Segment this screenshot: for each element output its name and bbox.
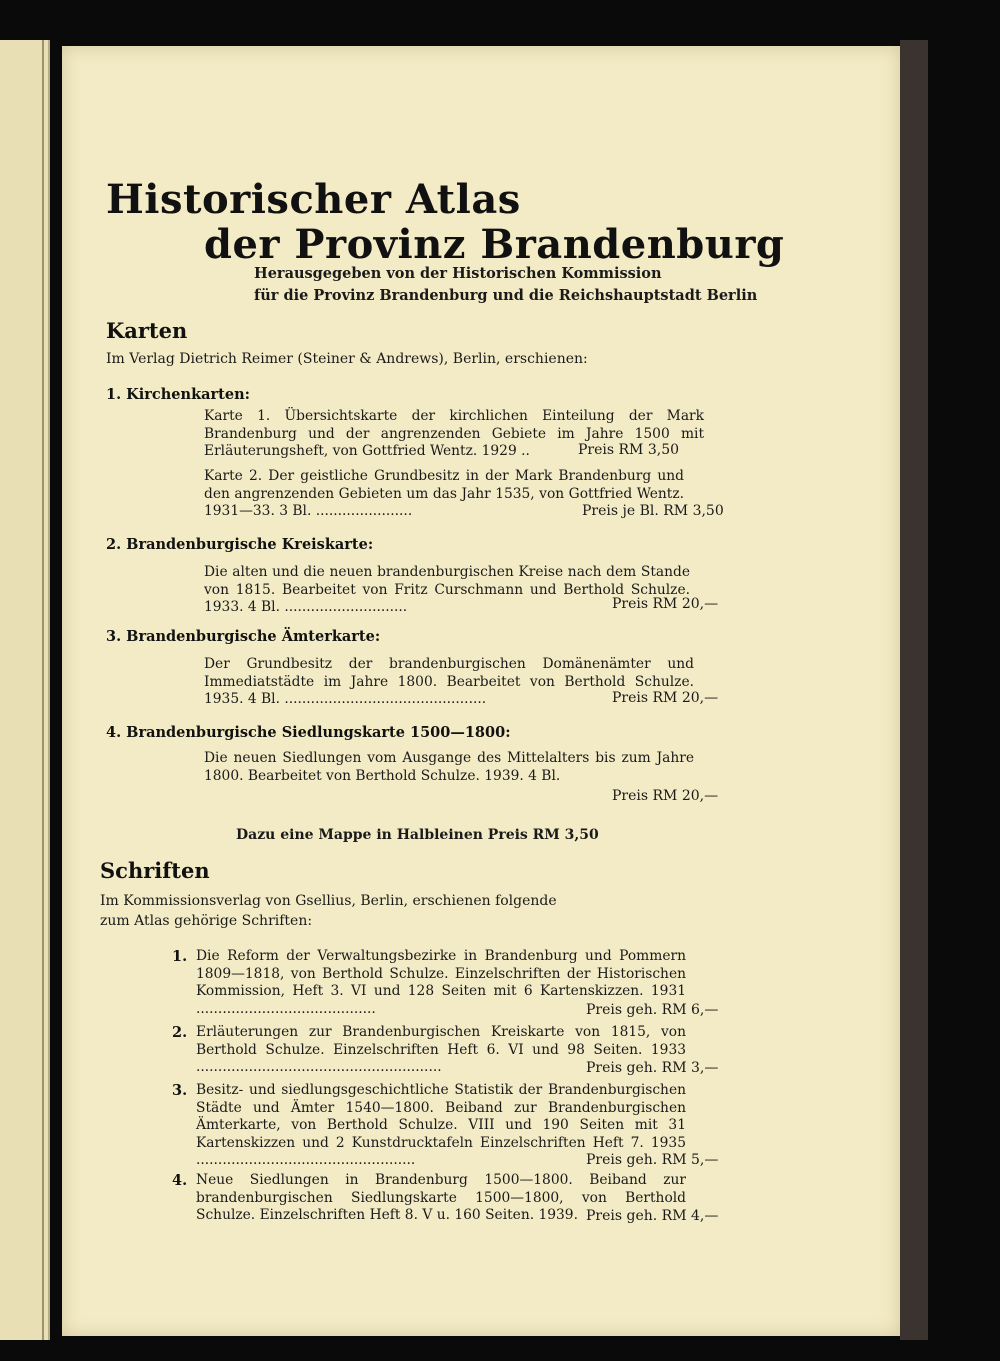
- schrift-number-2: 2.: [172, 1024, 188, 1041]
- title-line-2: der Provinz Brandenburg: [204, 221, 785, 268]
- schriften-intro-line-2: zum Atlas gehörige Schriften:: [100, 913, 313, 929]
- schrift-entry-1: Die Reform der Verwaltungsbezirke in Brandenburg und Pommern 1809—1818, von Berthold Schulze. Einzelschriften der Historischen Kommission, Heft 3. VI und 128 Seiten mit 6 Kartenskizzen. 1931 .........................................: [196, 948, 686, 1017]
- schrift-number-4: 4.: [172, 1172, 188, 1189]
- price-karte-1: Preis RM 3,50: [578, 442, 680, 458]
- entry-siedlungskarte: Die neuen Siedlungen vom Ausgange des Mittelalters bis zum Jahre 1800. Bearbeitet von Berthold Schulze. 1939. 4 Bl.: [204, 750, 694, 784]
- subtitle-line-2: für die Provinz Brandenburg und die Reichshauptstadt Berlin: [254, 287, 758, 304]
- item-heading-kreiskarte: 2. Brandenburgische Kreiskarte:: [106, 536, 374, 553]
- schrift-number-1: 1.: [172, 948, 188, 965]
- entry-aemterkarte: Der Grundbesitz der brandenburgischen Domänenämter und Immediatstädte im Jahre 1800. Bearbeitet von Berthold Schulze. 1935. 4 Bl. ..............................................: [204, 656, 694, 707]
- item-heading-kirchenkarten: 1. Kirchenkarten:: [106, 386, 250, 403]
- entry-karte-1: Karte 1. Übersichtskarte der kirchlichen Einteilung der Mark Brandenburg und der angrenzenden Gebiete im Jahre 1500 mit Erläuterungsheft, von Gottfried Wentz. 1929 ..: [204, 408, 704, 459]
- mappe-note: Dazu eine Mappe in Halbleinen Preis RM 3,50: [236, 827, 599, 843]
- price-karte-2: Preis je Bl. RM 3,50: [582, 503, 724, 519]
- schriften-intro-line-1: Im Kommissionsverlag von Gsellius, Berlin, erschienen folgende: [100, 893, 557, 909]
- item-heading-siedlungskarte: 4. Brandenburgische Siedlungskarte 1500—1800:: [106, 724, 511, 741]
- schrift-price-2: Preis geh. RM 3,—: [586, 1060, 719, 1076]
- left-page-edge: [0, 40, 50, 1340]
- price-siedlungskarte: Preis RM 20,—: [612, 788, 719, 804]
- price-aemterkarte: Preis RM 20,—: [612, 690, 719, 706]
- karten-intro: Im Verlag Dietrich Reimer (Steiner & Andrews), Berlin, erschienen:: [106, 351, 588, 367]
- section-heading-karten: Karten: [106, 318, 188, 343]
- schrift-entry-4: Neue Siedlungen in Brandenburg 1500—1800. Beiband zur brandenburgischen Siedlungskarte 1500—1800, von Berthold Schulze. Einzelschriften Heft 8. V u. 160 Seiten. 1939.: [196, 1172, 686, 1223]
- schrift-price-1: Preis geh. RM 6,—: [586, 1002, 719, 1018]
- schrift-number-3: 3.: [172, 1082, 188, 1099]
- schrift-entry-3: Besitz- und siedlungsgeschichtliche Statistik der Brandenburgischen Städte und Ämter 1540—1800. Beiband zur Brandenburgischen Ämterkarte, von Berthold Schulze. VIII und 190 Seiten mit 31 Kartenskizzen und 2 Kunstdrucktafeln Einzelschriften Heft 7. 1935 ..................................................: [196, 1082, 686, 1168]
- book-binding: [900, 40, 928, 1340]
- schrift-price-4: Preis geh. RM 4,—: [586, 1208, 719, 1224]
- schrift-price-3: Preis geh. RM 5,—: [586, 1152, 719, 1168]
- book-page: [62, 46, 900, 1336]
- entry-karte-2: Karte 2. Der geistliche Grundbesitz in der Mark Brandenburg und den angrenzenden Gebieten um das Jahr 1535, von Gottfried Wentz. 1931—33. 3 Bl. ......................: [204, 468, 684, 519]
- title-line-1: Historischer Atlas: [106, 176, 521, 223]
- price-kreiskarte: Preis RM 20,—: [612, 596, 719, 612]
- schrift-entry-2: Erläuterungen zur Brandenburgischen Kreiskarte von 1815, von Berthold Schulze. Einzelschriften Heft 6. VI und 98 Seiten. 1933 ........................................................: [196, 1024, 686, 1075]
- entry-kreiskarte: Die alten und die neuen brandenburgischen Kreise nach dem Stande von 1815. Bearbeitet von Fritz Curschmann und Berthold Schulze. 1933. 4 Bl. ............................: [204, 564, 690, 615]
- section-heading-schriften: Schriften: [100, 858, 210, 883]
- subtitle-line-1: Herausgegeben von der Historischen Kommission: [254, 265, 662, 282]
- item-heading-aemterkarte: 3. Brandenburgische Ämterkarte:: [106, 628, 381, 645]
